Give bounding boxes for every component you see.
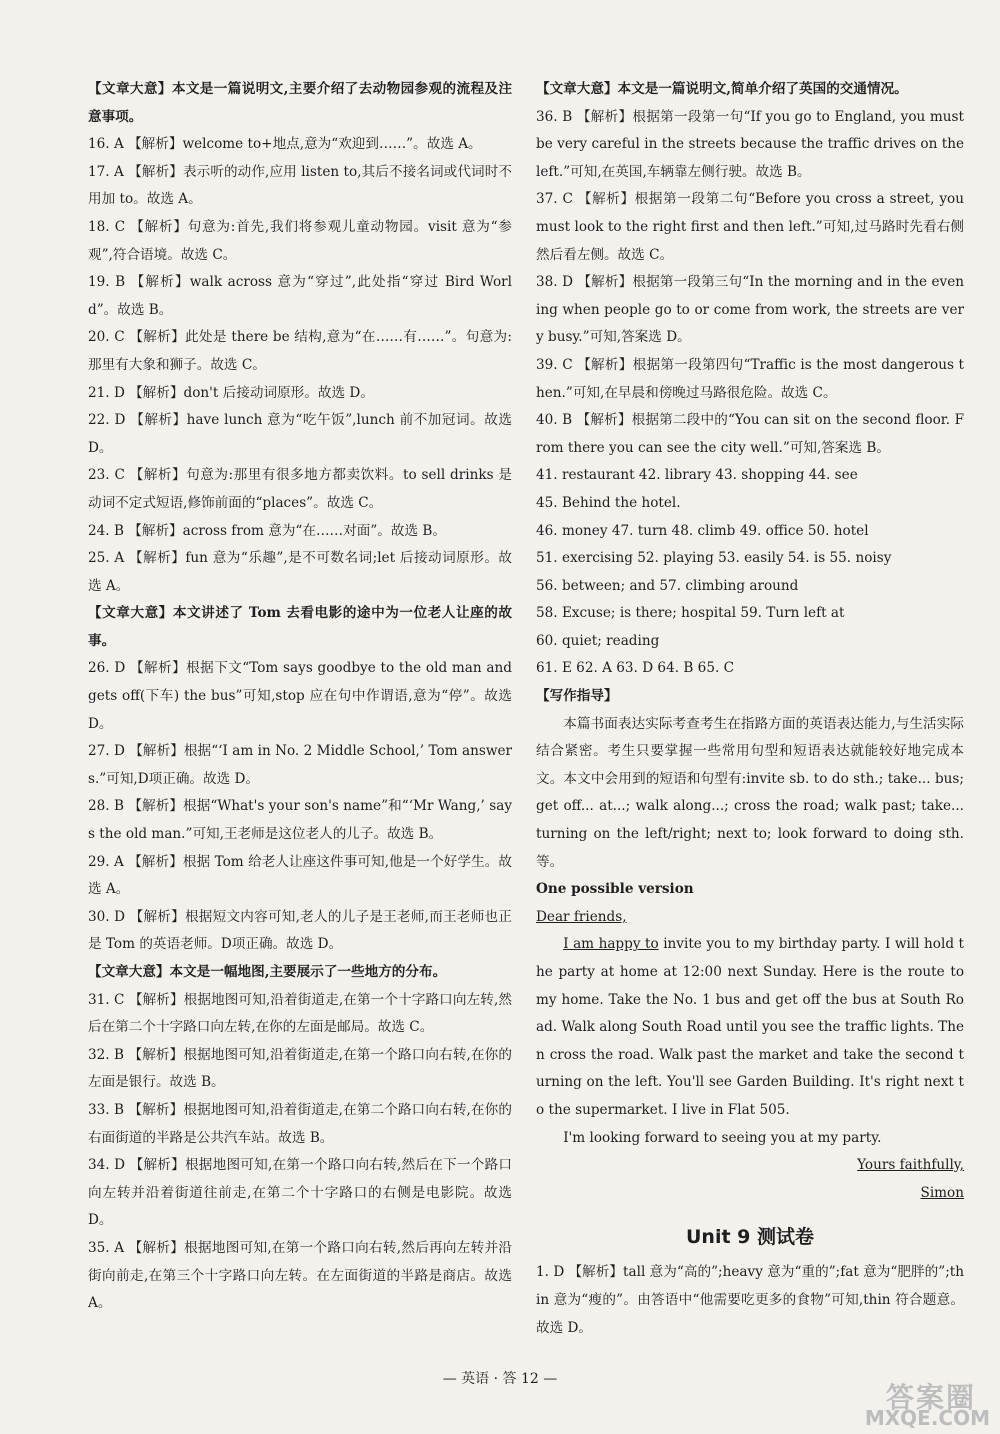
letter-signature: Simon bbox=[920, 1184, 964, 1201]
watermark-bottom: MXQE.COM bbox=[864, 1406, 990, 1430]
answer-item: 22. D 【解析】have lunch 意为“吃午饭”,lunch 前不加冠词。故选 D。 bbox=[88, 412, 512, 456]
answer-item: 29. A 【解析】根据 Tom 给老人让座这件事可知,他是一个好学生。故选 A。 bbox=[88, 853, 512, 898]
answer-item: 38. D 【解析】根据第一段第三句“In the morning and in the evening when people go to or come from work, the streets are very busy.”可知,答案选 D。 bbox=[536, 274, 964, 346]
answer-item: 60. quiet; reading bbox=[536, 632, 660, 649]
section-heading: 【文章大意】本文是一篇说明文,主要介绍了去动物园参观的流程及注意事项。 bbox=[88, 81, 512, 125]
section-heading: 【写作指导】 bbox=[536, 688, 618, 705]
answer-item: 28. B 【解析】根据“What's your son's name”和“‘Mr Wang,’ says the old man.”可知,王老师是这位老人的儿子。故选 B。 bbox=[88, 798, 512, 843]
answer-item: 19. B 【解析】walk across 意为“穿过”,此处指“穿过 Bird World”。故选 B。 bbox=[88, 274, 512, 318]
answer-item: 20. C 【解析】此处是 there be 结构,意为“在……有……”。句意为:那里有大象和狮子。故选 C。 bbox=[88, 329, 512, 373]
section-heading: 【文章大意】本文讲述了 Tom 去看电影的途中为一位老人让座的故事。 bbox=[88, 605, 512, 649]
letter-body-text: invite you to my birthday party. I will hold the party at home at 12:00 next Sunday. Here is the route to my home. Take the No. 1 bus and get off the bus at South Road. Walk along South Road until you see the traffic lights. Then cross the road. Walk past the market and take the second turning on the left. You'll see Garden Building. It's right next to the supermarket. I live in Flat 505. bbox=[536, 936, 965, 1118]
letter-body bbox=[536, 931, 964, 1124]
page-footer: — 英语 · 答 12 — bbox=[442, 1371, 558, 1387]
letter-close: I'm looking forward to seeing you at my party. bbox=[563, 1129, 882, 1146]
answer-item: 35. A 【解析】根据地图可知,在第一个路口向右转,然后再向左转并沿街向前走,在第三个十字路口向左转。在左面街道的半路是商店。故选 A。 bbox=[88, 1239, 512, 1312]
answer-item: 17. A 【解析】表示听的动作,应用 listen to,其后不接名词或代词时不用加 to。故选 A。 bbox=[88, 163, 512, 208]
answer-item: 1. D 【解析】tall 意为“高的”;heavy 意为“重的”;fat 意为“肥胖的”;thin 意为“瘦的”。由答语中“他需要吃更多的食物”可知,thin 符合题意。故选 D。 bbox=[536, 1264, 964, 1336]
answer-item: 58. Excuse; is there; hospital 59. Turn left at bbox=[536, 605, 845, 622]
letter-body-underlined: I am happy to bbox=[563, 936, 659, 953]
answer-item: 本篇书面表达实际考查考生在指路方面的英语表达能力,与生活实际结合紧密。考生只要掌握一些常用句型和短语表达就能较好地完成本文。本文中会用到的短语和句型有:invite sb. to do sth.; take... bus; get off... at...; walk along...; cross the road; walk past; take... turning on the left/right; next to; look forward to doing sth. 等。 bbox=[536, 715, 964, 870]
unit-title: Unit 9 测试卷 bbox=[686, 1226, 814, 1249]
answer-item: 34. D 【解析】根据地图可知,在第一个路口向右转,然后在下一个路口向左转并沿着街道往前走,在第二个十字路口的右侧是电影院。故选 D。 bbox=[88, 1157, 512, 1229]
watermark-logo bbox=[780, 1376, 990, 1432]
watermark-top: 答案圈 bbox=[885, 1381, 976, 1414]
answer-item: 18. C 【解析】句意为:首先,我们将参观儿童动物园。visit 意为“参观”,符合语境。故选 C。 bbox=[88, 218, 512, 263]
answer-item: 37. C 【解析】根据第一段第二句“Before you cross a street, you must look to the right first and then left.”可知,过马路时先看右侧然后看左侧。故选 C。 bbox=[536, 191, 964, 263]
answer-item: 21. D 【解析】don't 后接动词原形。故选 D。 bbox=[88, 384, 374, 401]
letter-greeting: Dear friends, bbox=[536, 908, 627, 925]
letter-signoff: Yours faithfully, bbox=[857, 1157, 964, 1174]
answer-item: 45. Behind the hotel. bbox=[536, 494, 681, 511]
answer-item: 61. E 62. A 63. D 64. B 65. C bbox=[536, 660, 735, 677]
right-column bbox=[536, 76, 964, 1342]
answer-item: 16. A 【解析】welcome to+地点,意为“欢迎到……”。故选 A。 bbox=[88, 136, 482, 153]
answer-item: 40. B 【解析】根据第二段中的“You can sit on the second floor. From there you can see the city well.”可知,答案选 B。 bbox=[536, 412, 964, 456]
left-column bbox=[88, 76, 512, 1318]
section-heading: 【文章大意】本文是一幅地图,主要展示了一些地方的分布。 bbox=[88, 964, 447, 980]
answer-item: 23. C 【解析】句意为:那里有很多地方都卖饮料。to sell drinks 是动词不定式短语,修饰前面的“places”。故选 C。 bbox=[88, 467, 512, 511]
answer-item: 26. D 【解析】根据下文“Tom says goodbye to the old man and gets off(下车) the bus”可知,stop 应在句中作谓语,意为“停”。故选 D。 bbox=[88, 660, 512, 732]
unit9-answers bbox=[536, 1259, 964, 1342]
answer-item: 36. B 【解析】根据第一段第一句“If you go to England, you must be very careful in the streets because the traffic drives on the left.”可知,在英国,车辆靠左侧行驶。故选 B。 bbox=[536, 108, 964, 180]
section-heading: 【文章大意】本文是一篇说明文,简单介绍了英国的交通情况。 bbox=[536, 81, 908, 97]
answer-item: 33. B 【解析】根据地图可知,沿着街道走,在第二个路口向右转,在你的右面街道的半路是公共汽车站。故选 B。 bbox=[88, 1101, 512, 1146]
answer-item: 41. restaurant 42. library 43. shopping 44. see bbox=[536, 467, 858, 484]
answer-item: 30. D 【解析】根据短文内容可知,老人的儿子是王老师,而王老师也正是 Tom 的英语老师。D项正确。故选 D。 bbox=[88, 908, 512, 953]
version-label: One possible version bbox=[536, 881, 694, 898]
answer-item: 56. between; and 57. climbing around bbox=[536, 577, 799, 594]
answer-item: 46. money 47. turn 48. climb 49. office 50. hotel bbox=[536, 522, 869, 539]
answer-item: 25. A 【解析】fun 意为“乐趣”,是不可数名词;let 后接动词原形。故选 A。 bbox=[88, 550, 512, 594]
answer-item: 39. C 【解析】根据第一段第四句“Traffic is the most dangerous then.”可知,在早晨和傍晚过马路很危险。故选 C。 bbox=[536, 356, 964, 401]
answer-item: 24. B 【解析】across from 意为“在……对面”。故选 B。 bbox=[88, 522, 446, 539]
answer-item: 31. C 【解析】根据地图可知,沿着街道走,在第一个十字路口向左转,然后在第二个十字路口向左转,在你的左面是邮局。故选 C。 bbox=[88, 991, 512, 1036]
answers-36-65 bbox=[536, 76, 964, 876]
answer-item: 32. B 【解析】根据地图可知,沿着街道走,在第一个路口向右转,在你的左面是银行。故选 B。 bbox=[88, 1046, 512, 1091]
answer-item: 27. D 【解析】根据“‘I am in No. 2 Middle School,’ Tom answers.”可知,D项正确。故选 D。 bbox=[88, 743, 512, 787]
answer-item: 51. exercising 52. playing 53. easily 54. is 55. noisy bbox=[536, 550, 892, 567]
